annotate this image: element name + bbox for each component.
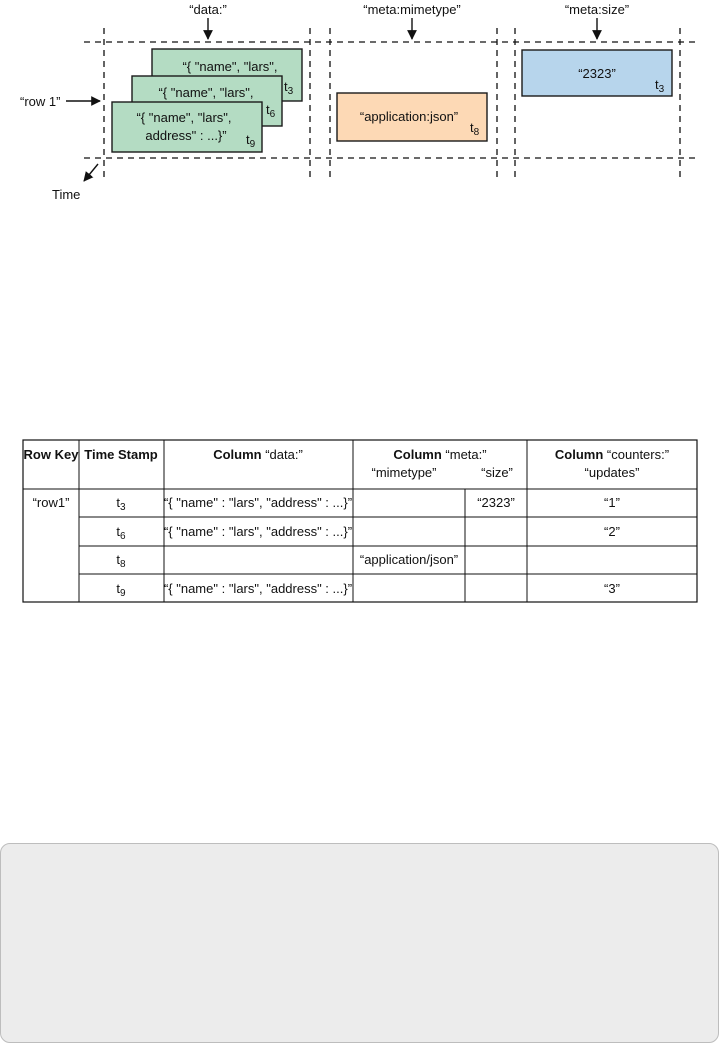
cell-table <box>23 440 697 602</box>
table-row <box>116 552 458 570</box>
table-row <box>116 581 620 599</box>
column-label-mimetype: “meta:mimetype” <box>363 2 461 17</box>
header-row-key: Row Key <box>23 447 79 462</box>
header-meta-size: “size” <box>481 465 513 480</box>
table-row <box>116 524 620 542</box>
row-label: “row 1” <box>20 94 61 109</box>
data-cell-t3-timestamp: $t_3$ <box>284 79 294 97</box>
time-label: Time <box>52 187 81 202</box>
arrow-time <box>84 164 98 181</box>
data-cell-t6-timestamp: $t_6$ <box>266 102 276 120</box>
updates-cell: “1” <box>604 495 620 510</box>
cell-diagram <box>20 2 700 202</box>
column-label-data: “data:” <box>189 2 227 17</box>
header-column-data: Column “data:” <box>213 447 303 462</box>
header-meta-mimetype: “mimetype” <box>371 465 437 480</box>
data-cell-t9-text-line-2: address" : ...}” <box>145 128 227 143</box>
data-cell-t9-timestamp: $t_9$ <box>246 132 256 150</box>
data-cell-t3-text: “{ "name", "lars", <box>182 59 278 74</box>
updates-cell: “3” <box>604 581 620 596</box>
data-cell-t6-text: “{ "name", "lars", <box>158 85 254 100</box>
mimetype-cell-t8-timestamp: $t_8$ <box>470 120 480 138</box>
header-column-meta: Column “meta:” <box>393 447 487 462</box>
timestamp-cell: $t_8$ <box>116 552 126 570</box>
column-label-size: “meta:size” <box>564 2 630 17</box>
size-cell-t3 <box>522 50 672 96</box>
data-cell: “{ "name" : "lars", "address" : ...}” <box>163 495 353 510</box>
size-cell: “2323” <box>477 495 515 510</box>
data-cell-t9 <box>112 102 262 152</box>
mimetype-cell-t8 <box>337 93 487 141</box>
timestamp-cell: $t_6$ <box>116 524 126 542</box>
updates-cell: “2” <box>604 524 620 539</box>
data-cell: “{ "name" : "lars", "address" : ...}” <box>163 524 353 539</box>
header-time-stamp: Time Stamp <box>84 447 158 462</box>
table-row <box>116 495 620 513</box>
mimetype-cell: “application/json” <box>359 552 459 567</box>
mimetype-cell-t8-text: “application:json” <box>359 109 459 124</box>
data-cell-t9-text-line-1: “{ "name", "lars", <box>136 110 232 125</box>
data-cell: “{ "name" : "lars", "address" : ...}” <box>163 581 353 596</box>
header-counters-updates: “updates” <box>584 465 640 480</box>
timestamp-cell: $t_9$ <box>116 581 126 599</box>
row-key-value: “row1” <box>32 495 70 510</box>
size-cell-t3-text: “2323” <box>578 66 616 81</box>
timestamp-cell: $t_3$ <box>116 495 126 513</box>
note-box <box>0 843 719 1043</box>
size-cell-t3-timestamp: $t_3$ <box>655 77 665 95</box>
header-column-counters: Column “counters:” <box>554 447 670 462</box>
table-column-lines <box>79 440 527 602</box>
